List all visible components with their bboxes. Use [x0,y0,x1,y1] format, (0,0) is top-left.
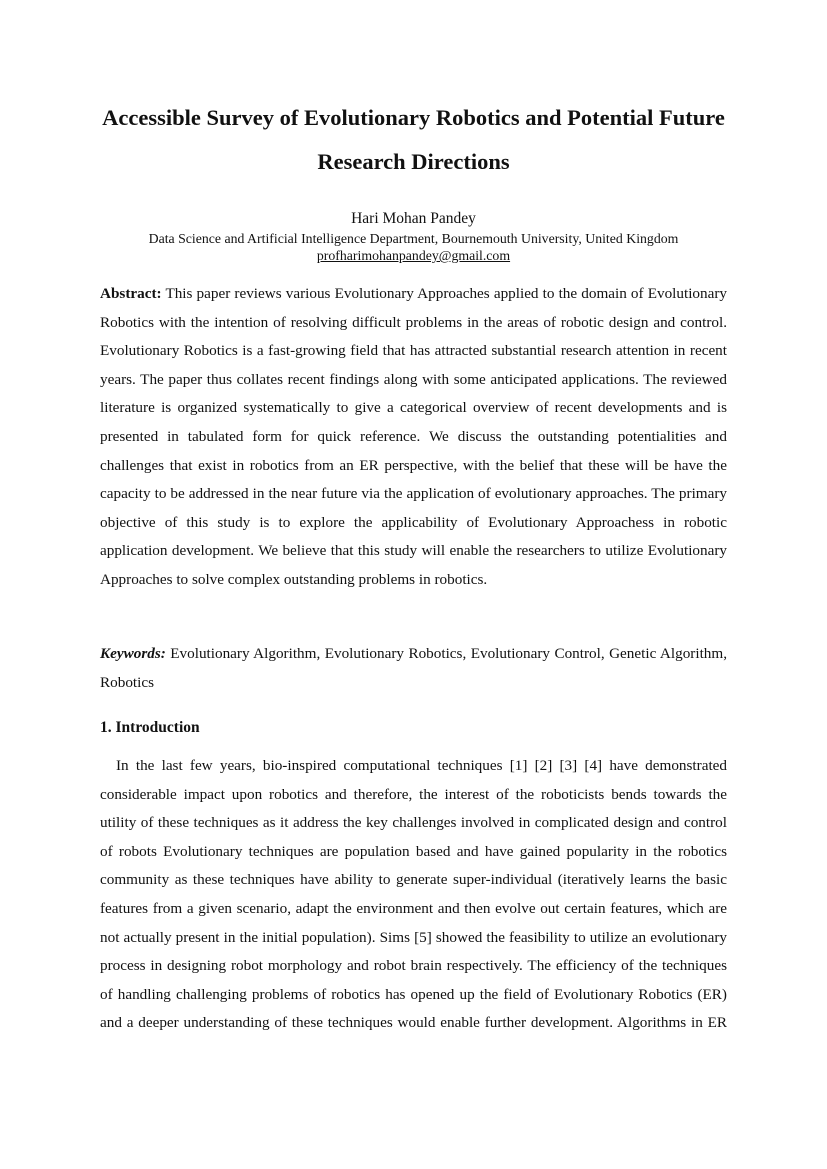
author-email-link[interactable]: profharimohanpandey@gmail.com [316,248,511,263]
introduction-paragraph: In the last few years, bio-inspired computational techniques [1] [2] [3] [4] have demonstrated considerable impact upon robotics and therefore, the interest of the roboticists bends towards the utility of these techniques as it address the key challenges involved in complicated design and control of robots Evolutionary techniques are population based and have gained popularity in the robotics community as these techniques have ability to generate super-individual (iteratively learns the basic features from a given scenario, adapt the environment and then evolve out certain features, which are not actually present in the initial population). Sims [5] showed the feasibility to utilize an evolutionary process in designing robot morphology and robot brain respectively. The efficiency of the techniques of handling challenging problems of robotics has opened up the field of Evolutionary Robotics (ER) and a deeper understanding of these techniques would enable further development. Algorithms in ER [100,757,727,1032]
keywords-paragraph [100,640,727,697]
abstract-paragraph [100,280,727,595]
author-affiliation: Data Science and Artificial Intelligence Department, Bournemouth University, United Kingdom [148,231,679,246]
keywords-text: Evolutionary Algorithm, Evolutionary Robotics, Evolutionary Control, Genetic Algorithm, Robotics [100,645,728,691]
paper-title: Accessible Survey of Evolutionary Robotics and Potential Future Research Directions [102,105,725,174]
abstract-text: This paper reviews various Evolutionary Approaches applied to the domain of Evolutionary Robotics with the intention of resolving difficult problems in the areas of robotic design and control. Evolutionary Robotics is a fast-growing field that has attracted substantial research attention in recent years. The paper thus collates recent findings along with some anticipated applications. The reviewed literature is organized systematically to give a categorical overview of recent developments and is presented in tabulated form for quick reference. We discuss the outstanding potentialities and challenges that exist in robotics from an ER perspective, with the belief that these will be have the capacity to be addressed in the near future via the application of evolutionary approaches. The primary objective of this study is to explore the applicability of Evolutionary Approachess in robotic application development. We believe that this study will enable the researchers to utilize Evolutionary Approaches to solve complex outstanding problems in robotics. [100,285,728,588]
section-heading-introduction: 1. Introduction [100,719,200,736]
author-name: Hari Mohan Pandey [351,210,476,227]
keywords-label: Keywords: [100,645,166,662]
author-block [60,208,767,264]
abstract-label: Abstract: [100,285,162,302]
